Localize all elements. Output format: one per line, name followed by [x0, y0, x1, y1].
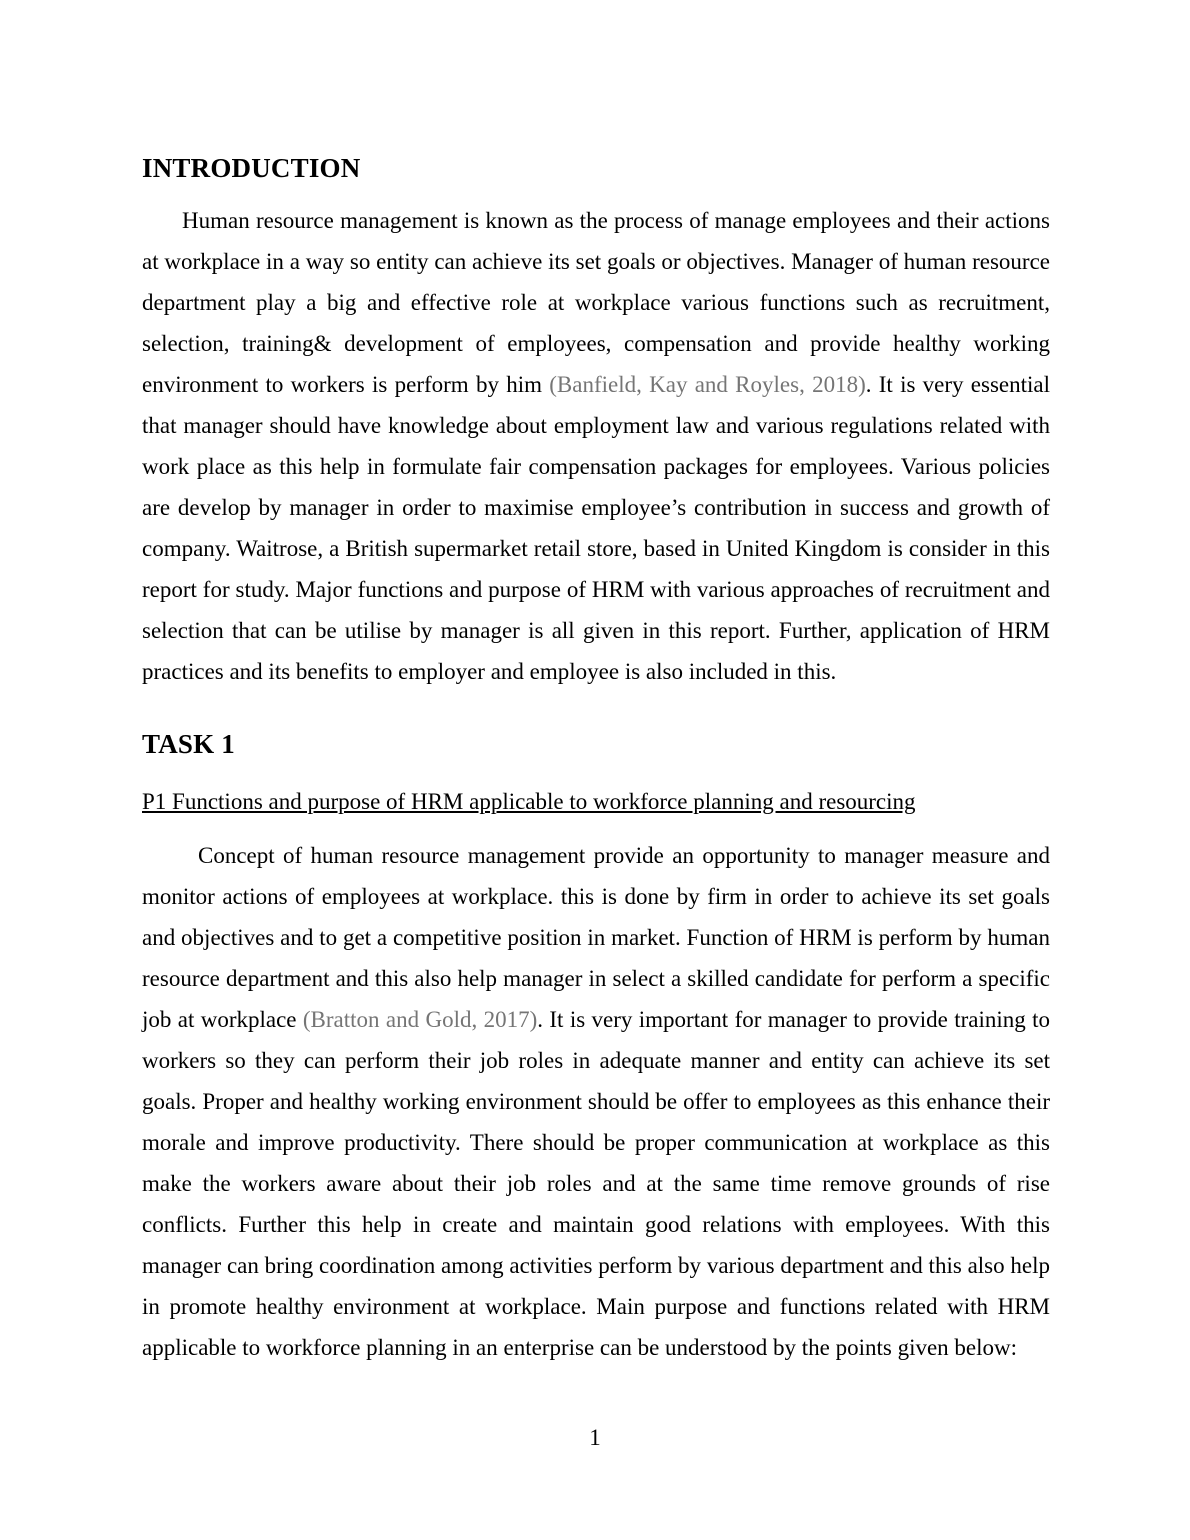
citation-banfield-kay-royles: (Banfield, Kay and Royles, 2018) — [549, 372, 866, 398]
task1-text-before-citation: Concept of human resource management provide an opportunity to manager measure and monitor actions of employees at workplace. this is done by firm in order to achieve its set goals and objectives and to get a competitive position in market. Function of HRM is perform by human resource department and this also help manager in select a skilled candidate for perform a specific job at workplace — [142, 842, 1050, 1032]
task1-text-after-citation: . It is very important for manager to provide training to workers so they can perform their job roles in adequate manner and entity can achieve its set goals. Proper and healthy working environment should be offer to employees as this enhance their morale and improve productivity. There should be proper communication at workplace as this make the workers aware about their job roles and at the same time remove grounds of rise conflicts. Further this help in create and maintain good relations with employees. With this manager can bring coordination among activities perform by various department and this also help in promote healthy environment at workplace. Main purpose and functions related with HRM applicable to workforce planning in an enterprise can be understood by the points given below: — [142, 1006, 1050, 1360]
citation-bratton-gold: (Bratton and Gold, 2017) — [302, 1006, 538, 1032]
introduction-paragraph — [142, 200, 1050, 692]
introduction-text-before-citation: Human resource management is known as the process of manage employees and their actions at workplace in a way so entity can achieve its set goals or objectives. Manager of human resource department play a big and effective role at workplace various functions such as recruitment, selection, training& development of employees, compensation and provide healthy working environment to workers is perform by him — [142, 208, 1050, 398]
introduction-heading: INTRODUCTION — [142, 153, 361, 183]
p1-subheading: P1 Functions and purpose of HRM applicable to workforce planning and resourcing — [142, 788, 916, 814]
task1-paragraph — [142, 835, 1050, 1368]
introduction-text-after-citation: . It is very essential that manager should have knowledge about employment law and various regulations related with work place as this help in formulate fair compensation packages for employees. Various policies are develop by manager in order to maximise employee’s contribution in success and growth of company. Waitrose, a British supermarket retail store, based in United Kingdom is consider in this report for study. Major functions and purpose of HRM with various approaches of recruitment and selection that can be utilise by manager is all given in this report. Further, application of HRM practices and its benefits to employer and employee is also included in this. — [142, 372, 1051, 685]
page-number: 1 — [589, 1425, 601, 1451]
task1-heading: TASK 1 — [142, 729, 235, 760]
